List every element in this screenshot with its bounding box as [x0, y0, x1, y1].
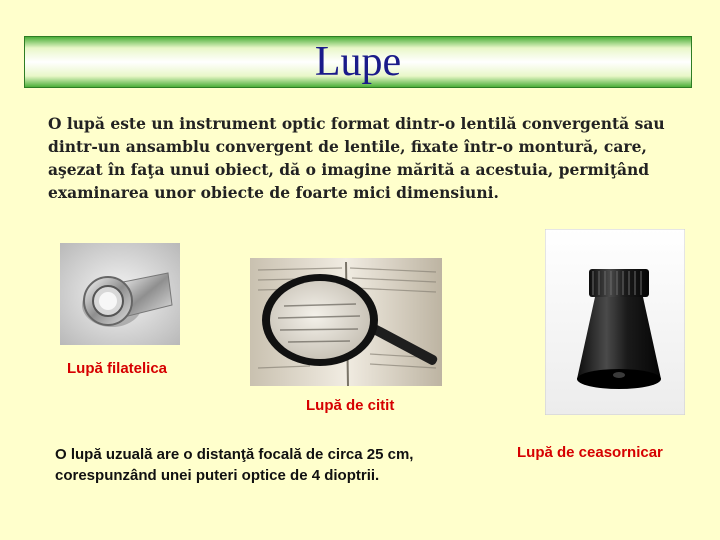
intro-paragraph: O lupă este un instrument optic format dintr-o lentilă convergentă sau dintr-un ansamblu convergent de lentile, fixate într-o montură, care, aşezat în faţa unui obiect, dă o imagine mărită a acestuia, permiţând examinarea unor obiecte de foarte mici dimensiuni. — [48, 114, 665, 202]
philatelic-loupe-image — [60, 243, 180, 345]
reading-magnifier-image — [250, 258, 442, 386]
title-banner — [24, 36, 692, 88]
slide-title: Lupe — [314, 39, 402, 85]
caption-philatelic-loupe: Lupă filatelica — [67, 360, 168, 377]
caption-watchmaker-loupe: Lupă de ceasornicar — [517, 444, 663, 461]
focal-length-note: O lupă uzuală are o distanţă focală de circa 25 cm, corespunzând unei puteri optice de 4 dioptrii. — [55, 446, 414, 484]
watchmaker-loupe-image — [545, 229, 685, 415]
caption-reading-magnifier: Lupă de citit — [306, 397, 395, 414]
